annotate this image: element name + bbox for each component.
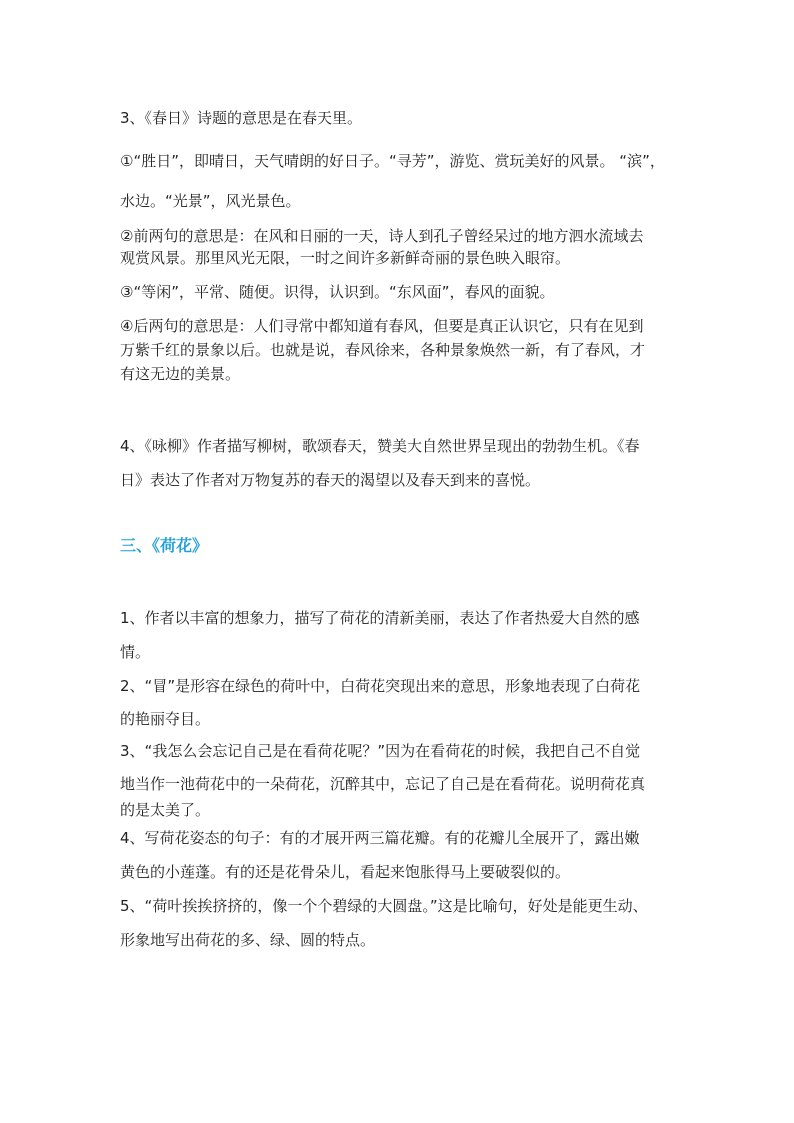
note-4-line-3: 有这无边的美景。: [120, 365, 241, 383]
lotus-item-2-line-2: 的艳丽夺目。: [120, 710, 211, 728]
note-4-line-1: ④后两句的意思是：人们寻常中都知道有春风，但要是真正认识它，只有在见到: [120, 317, 644, 335]
lotus-item-4-line-1: 4、写荷花姿态的句子：有的才展开两三篇花瓣。有的花瓣儿全展开了，露出嫩: [120, 829, 640, 847]
lotus-item-3-line-3: 的是太美了。: [120, 801, 211, 819]
paragraph-4-line-1: 4、《咏柳》作者描写柳树，歌颂春天，赞美大自然世界呈现出的勃勃生机。《春: [120, 437, 640, 455]
lotus-item-2-line-1: 2、“冒”是形容在绿色的荷叶中，白荷花突现出来的意思，形象地表现了白荷花: [120, 677, 641, 695]
lotus-item-5-line-1: 5、“荷叶挨挨挤挤的，像一个个碧绿的大圆盘。”这是比喻句，好处是能更生动、: [120, 897, 648, 915]
note-3-line-1: ③“等闲”，平常、随便。识得，认识到。“东风面”，春风的面貌。: [120, 283, 555, 301]
note-1-line-2: 水边。“光景”，风光景色。: [120, 192, 301, 210]
section-heading-lotus: 三、《荷花》: [120, 536, 209, 555]
lotus-item-5-line-2: 形象地写出荷花的多、绿、圆的特点。: [120, 931, 376, 949]
note-2-line-2: 观赏风景。那里风光无限，一时之间许多新鲜奇丽的景色映入眼帘。: [120, 249, 571, 267]
lotus-item-1-line-1: 1、作者以丰富的想象力，描写了荷花的清新美丽，表达了作者热爱大自然的感: [120, 609, 640, 627]
lotus-item-3-line-1: 3、“我怎么会忘记自己是在看荷花呢？”因为在看荷花的时候，我把自己不自觉: [120, 742, 641, 760]
paragraph-4-line-2: 日》表达了作者对万物复苏的春天的渴望以及春天到来的喜悦。: [120, 471, 541, 489]
lotus-item-4-line-2: 黄色的小莲蓬。有的还是花骨朵儿，看起来饱胀得马上要破裂似的。: [120, 863, 571, 881]
note-4-line-2: 万紫千红的景象以后。也就是说，春风徐来，各种景象焕然一新，有了春风，才: [120, 341, 646, 359]
lotus-item-1-line-2: 情。: [120, 643, 151, 661]
note-1-line-1: ①“胜日”，即晴日，天气晴朗的好日子。“寻芳”，游览、赏玩美好的风景。 “滨”，: [120, 152, 665, 170]
lotus-item-3-line-2: 地当作一池荷花中的一朵荷花，沉醉其中，忘记了自己是在看荷花。说明荷花真: [120, 775, 646, 793]
note-2-line-1: ②前两句的意思是：在风和日丽的一天，诗人到孔子曾经呆过的地方泗水流域去: [120, 227, 644, 245]
paragraph-3-title: 3、《春日》诗题的意思是在春天里。: [120, 109, 363, 127]
